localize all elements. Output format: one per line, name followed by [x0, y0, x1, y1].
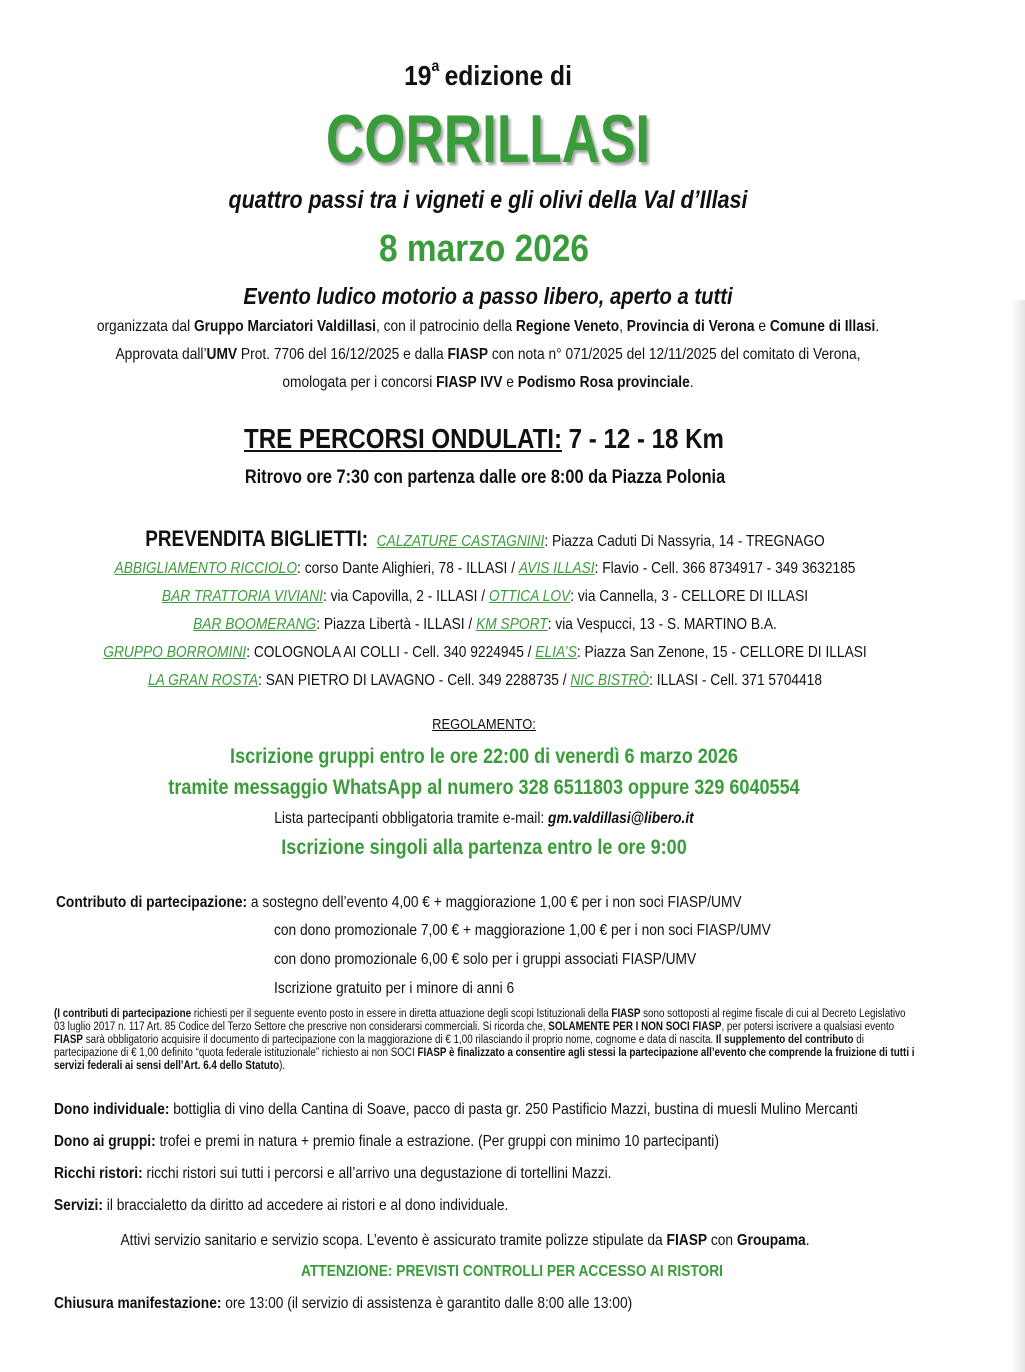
services: Servizi: il braccialetto da diritto ad accedere ai ristori e al dono individuale.: [54, 1197, 509, 1214]
presale-line: BAR TRATTORIA VIVIANI: via Capovilla, 2 - ILLASI / OTTICA LOV: via Cannella, 3 - CELLORE DI ILLASI: [161, 588, 809, 605]
shop-link[interactable]: KM SPORT: [476, 616, 548, 633]
fine-print: (I contributi di partecipazione richiesti per il seguente evento posto in essere in diretta attuazione degli scopi Istituzionali della FIASP sono sottoposti al regime fiscale di cui al Decreto Legislativo 03 luglio 2017 n. 117 Art. 85 Codice del Terzo Settore che prescrive non considerarsi commerciali. Si ricorda che, SOLAMENTE PER I NON SOCI FIASP, per potersi iscrivere a qualsiasi evento FIASP sarà obbligatorio acquisire il documento di partecipazione con la maggiorazione di € 1,00 rilasciando il proprio nome, cognome e data di nascita. Il supplemento del contributo di partecipazione di € 1,00 definito “quota federale istituzionale” richiesto ai non SOCI FIASP è finalizzato a consentire agli stessi la partecipazione all’evento che comprende la fruizione di tutti i servizi federali ai sensi dell’Art. 6.4 dello Statuto).: [54, 1008, 915, 1072]
meeting-info: Ritrovo ore 7:30 con partenza dalle ore 8:00 da Piazza Polonia: [244, 467, 726, 488]
rules-title: REGOLAMENTO:: [432, 716, 536, 733]
shop-link[interactable]: CALZATURE CASTAGNINI: [376, 533, 545, 550]
single-registration-info: Iscrizione singoli alla partenza entro le ore 9:00: [281, 836, 687, 859]
group-registration-deadline: Iscrizione gruppi entro le ore 22:00 di venerdì 6 marzo 2026: [230, 745, 738, 768]
presale-line: BAR BOOMERANG: Piazza Libertà - ILLASI / KM SPORT: via Vespucci, 13 - S. MARTINO B.A.: [193, 616, 777, 633]
individual-gift: Dono individuale: bottiglia di vino della Cantina di Soave, pacco di pasta gr. 250 Pastificio Mazzi, bustina di muesli Mulino Mercanti: [54, 1101, 858, 1118]
whatsapp-info: tramite messaggio WhatsApp al numero 328 6511803 oppure 329 6040554: [168, 776, 800, 799]
shop-link[interactable]: BAR BOOMERANG: [193, 616, 317, 633]
presale-line: PREVENDITA BIGLIETTI: CALZATURE CASTAGNINI: Piazza Caduti Di Nassyria, 14 - TREGNAGO: [145, 526, 825, 551]
contribution-line: Iscrizione gratuito per i minore di anni 6: [274, 980, 515, 997]
event-type: Evento ludico motorio a passo libero, aperto a tutti: [243, 283, 733, 309]
event-title: CORRILLASI: [325, 101, 651, 177]
presale-line: LA GRAN ROSTA: SAN PIETRO DI LAVAGNO - Cell. 349 2288735 / NIC BISTRÒ: ILLASI - Cell. 371 5704418: [147, 672, 822, 689]
attention-notice: ATTENZIONE: PREVISTI CONTROLLI PER ACCESSO AI RISTORI: [300, 1263, 723, 1280]
presale-line: GRUPPO BORROMINI: COLOGNOLA AI COLLI - Cell. 340 9224945 / ELIA’S: Piazza San Zenone, 15 - CELLORE DI ILLASI: [103, 644, 867, 661]
shop-link[interactable]: ELIA’S: [535, 644, 577, 661]
shop-link[interactable]: OTTICA LOV: [488, 588, 571, 605]
group-gift: Dono ai gruppi: trofei e premi in natura + premio finale a estrazione. (Per gruppi con minimo 10 partecipanti): [54, 1133, 719, 1150]
contribution-line: con dono promozionale 6,00 € solo per i gruppi associati FIASP/UMV: [274, 951, 697, 968]
presale-line: ABBIGLIAMENTO RICCIOLO: corso Dante Alighieri, 78 - ILLASI / AVIS ILLASI: Flavio - Cell. 366 8734917 - 349 3632185: [114, 560, 856, 577]
shop-link[interactable]: ABBIGLIAMENTO RICCIOLO: [114, 560, 298, 577]
page-edge-shadow: [1011, 300, 1025, 1372]
insurance-info: Attivi servizio sanitario e servizio scopa. L’evento è assicurato tramite polizze stipulate da FIASP con Groupama.: [120, 1232, 810, 1249]
contribution-line: Contributo di partecipazione: a sostegno dell’evento 4,00 € + maggiorazione 1,00 € per i non soci FIASP/UMV: [56, 894, 742, 911]
refreshments: Ricchi ristori: ricchi ristori sui tutti i percorsi e all’arrivo una degustazione di tortellini Mazzi.: [54, 1165, 612, 1182]
shop-link[interactable]: BAR TRATTORIA VIVIANI: [161, 588, 323, 605]
shop-link[interactable]: LA GRAN ROSTA: [147, 672, 259, 689]
contribution-label: Contributo di partecipazione:: [56, 894, 248, 911]
shop-link[interactable]: GRUPPO BORROMINI: [103, 644, 247, 661]
shop-link[interactable]: NIC BISTRÒ: [570, 672, 650, 689]
organizer-line: organizzata dal Gruppo Marciatori Valdillasi, con il patrocinio della Regione Veneto, Provincia di Verona e Comune di Illasi.: [96, 318, 880, 335]
approval-line: Approvata dall’UMV Prot. 7706 del 16/12/2025 e dalla FIASP con nota n° 071/2025 del 12/11/2025 del comitato di Verona,: [115, 346, 861, 363]
contribution-line: con dono promozionale 7,00 € + maggiorazione 1,00 € per i non soci FIASP/UMV: [274, 922, 771, 939]
closing-info: Chiusura manifestazione: ore 13:00 (il servizio di assistenza è garantito dalle 8:00 alle 13:00): [54, 1295, 633, 1312]
shop-link[interactable]: AVIS ILLASI: [518, 560, 595, 577]
homologation-line: omologata per i concorsi FIASP IVV e Podismo Rosa provinciale.: [282, 374, 694, 391]
routes-heading: TRE PERCORSI ONDULATI: 7 - 12 - 18 Km: [244, 423, 724, 454]
email-link[interactable]: gm.valdillasi@libero.it: [548, 810, 694, 827]
email-info: Lista partecipanti obbligatoria tramite e-mail: gm.valdillasi@libero.it: [274, 810, 694, 827]
event-date: 8 marzo 2026: [378, 228, 590, 270]
event-subtitle: quattro passi tra i vigneti e gli olivi della Val d’Illasi: [228, 186, 748, 214]
presale-label: PREVENDITA BIGLIETTI:: [145, 526, 369, 551]
edition-heading: 19$^a$ edizione di: [404, 58, 572, 91]
